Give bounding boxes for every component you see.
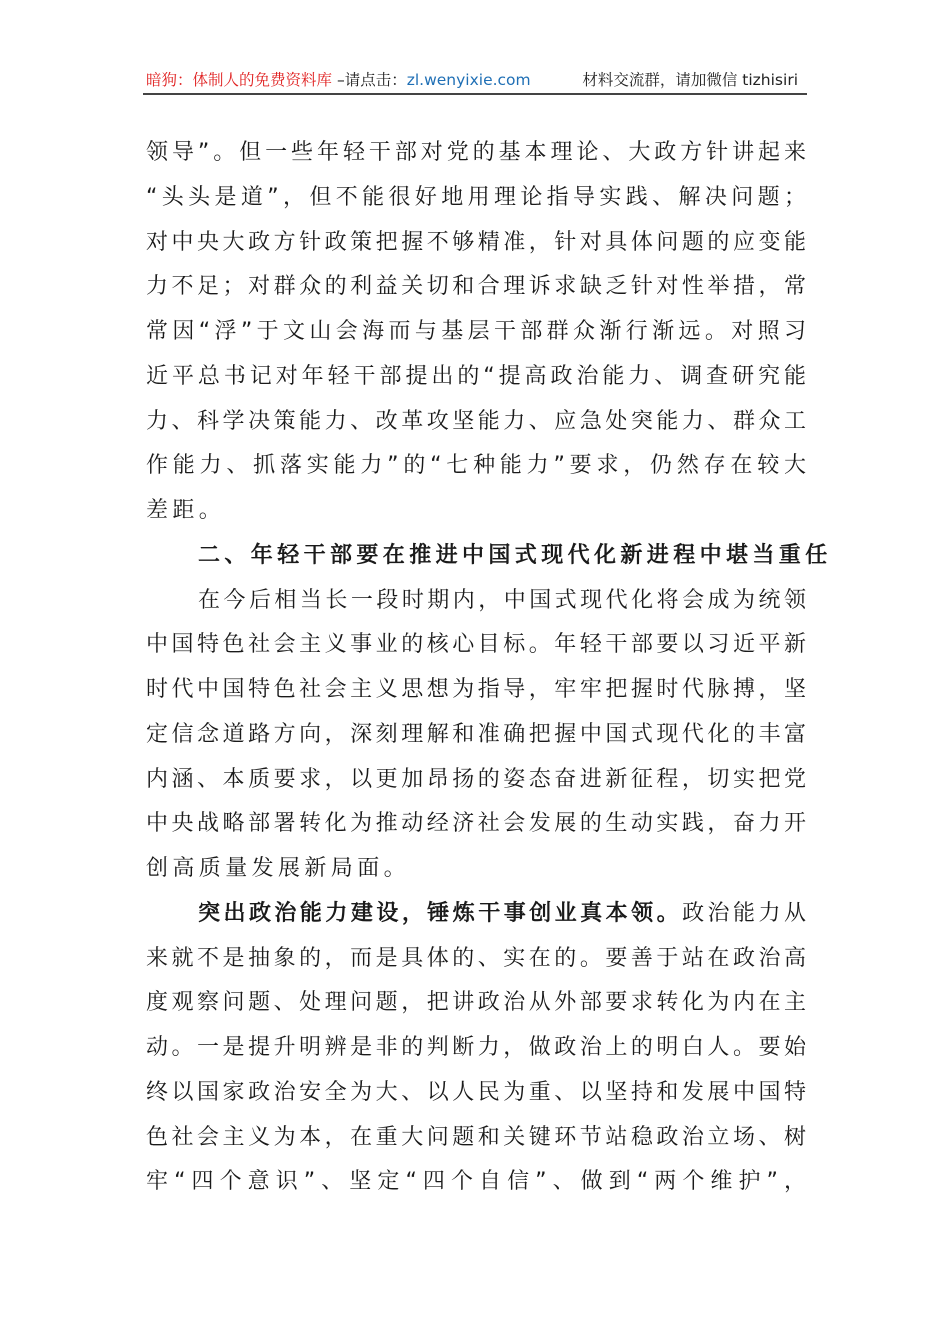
line-text: 度观察问题、处理问题，把讲政治从外部要求转化为内在主 [146, 990, 810, 1016]
line-text: 二、年轻干部要在推进中国式现代化新进程中堪当重任 [198, 542, 832, 568]
line-text: 内涵、本质要求，以更加昂扬的姿态奋进新征程，切实把党 [146, 766, 810, 792]
line-text: 色社会主义为本，在重大问题和关键环节站稳政治立场、树 [146, 1124, 810, 1150]
text-line [146, 310, 811, 355]
header-divider [143, 93, 807, 95]
text-line [146, 221, 810, 266]
text-line [146, 1026, 810, 1071]
line-text: 差距。 [146, 498, 226, 523]
line-text: 中国特色社会主义事业的核心目标。年轻干部要以习近平新 [146, 632, 810, 658]
page-header [146, 68, 806, 92]
line-text: 中央战略部署转化为推动经济社会发展的生动实践，奋力开 [146, 811, 810, 837]
text-line [146, 131, 810, 176]
text-line [146, 265, 810, 310]
line-text: 对中央大政方针政策把握不够精准，针对具体问题的应变能 [146, 229, 810, 255]
line-text: 牢“四个意识”、坚定“四个自信”、做到“两个维护”， [146, 1169, 813, 1195]
line-text: 政治能力从 [682, 900, 810, 926]
text-line [146, 892, 810, 937]
line-text: 领导”。但一些年轻干部对党的基本理论、大政方针讲起来 [146, 140, 810, 165]
line-text: 常因“浮”于文山会海而与基层干部群众渐行渐远。对照习 [146, 319, 811, 344]
text-line [146, 579, 810, 624]
text-line [146, 668, 810, 713]
text-line [146, 444, 811, 489]
line-text: 来就不是抽象的，而是具体的、实在的。要善于站在政治高 [146, 945, 810, 971]
text-line [146, 802, 810, 847]
text-line [146, 400, 810, 445]
text-line [146, 758, 810, 803]
text-line [146, 176, 811, 221]
text-line [146, 937, 810, 982]
line-text: 作能力、抓落实能力”的“七种能力”要求，仍然存在较大 [146, 453, 811, 479]
line-text: 力、科学决策能力、改革攻坚能力、应急处突能力、群众工 [146, 408, 810, 434]
document-body [146, 131, 832, 1205]
text-line [146, 1071, 810, 1116]
text-line [146, 355, 810, 400]
line-text: 创高质量发展新局面。 [146, 856, 411, 881]
header-click-prompt: –请点击： [332, 71, 407, 89]
line-text: 动。一是提升明辨是非的判断力，做政治上的明白人。要始 [146, 1035, 810, 1060]
line-text: “头头是道”，但不能很好地用理论指导实践、解决问题； [146, 184, 811, 210]
text-line [146, 713, 810, 758]
header-link[interactable]: zl.wenyixie.com [406, 71, 531, 89]
bold-lead-sentence: 突出政治能力建设，锤炼干事创业真本领。 [198, 900, 683, 926]
text-line [146, 847, 806, 892]
line-text: 在今后相当长一段时期内，中国式现代化将会成为统领 [198, 587, 810, 613]
text-line [146, 623, 810, 668]
line-text: 时代中国特色社会主义思想为指导，牢牢把握时代脉搏，坚 [146, 677, 810, 702]
header-contact: 材料交流群，请加微信 tizhisiri [582, 71, 798, 89]
line-text: 终以国家政治安全为大、以人民为重、以坚持和发展中国特 [146, 1079, 810, 1105]
text-line [146, 1160, 813, 1205]
line-text: 力不足；对群众的利益关切和合理诉求缺乏针对性举措，常 [146, 274, 810, 300]
header-site-name: 暗狗：体制人的免费资料库 [146, 71, 333, 89]
section-heading [146, 534, 832, 579]
line-text: 定信念道路方向，深刻理解和准确把握中国式现代化的丰富 [146, 721, 810, 747]
text-line [146, 1116, 810, 1161]
text-line [146, 489, 806, 534]
text-line [146, 981, 810, 1026]
line-text: 近平总书记对年轻干部提出的“提高政治能力、调查研究能 [146, 363, 810, 389]
